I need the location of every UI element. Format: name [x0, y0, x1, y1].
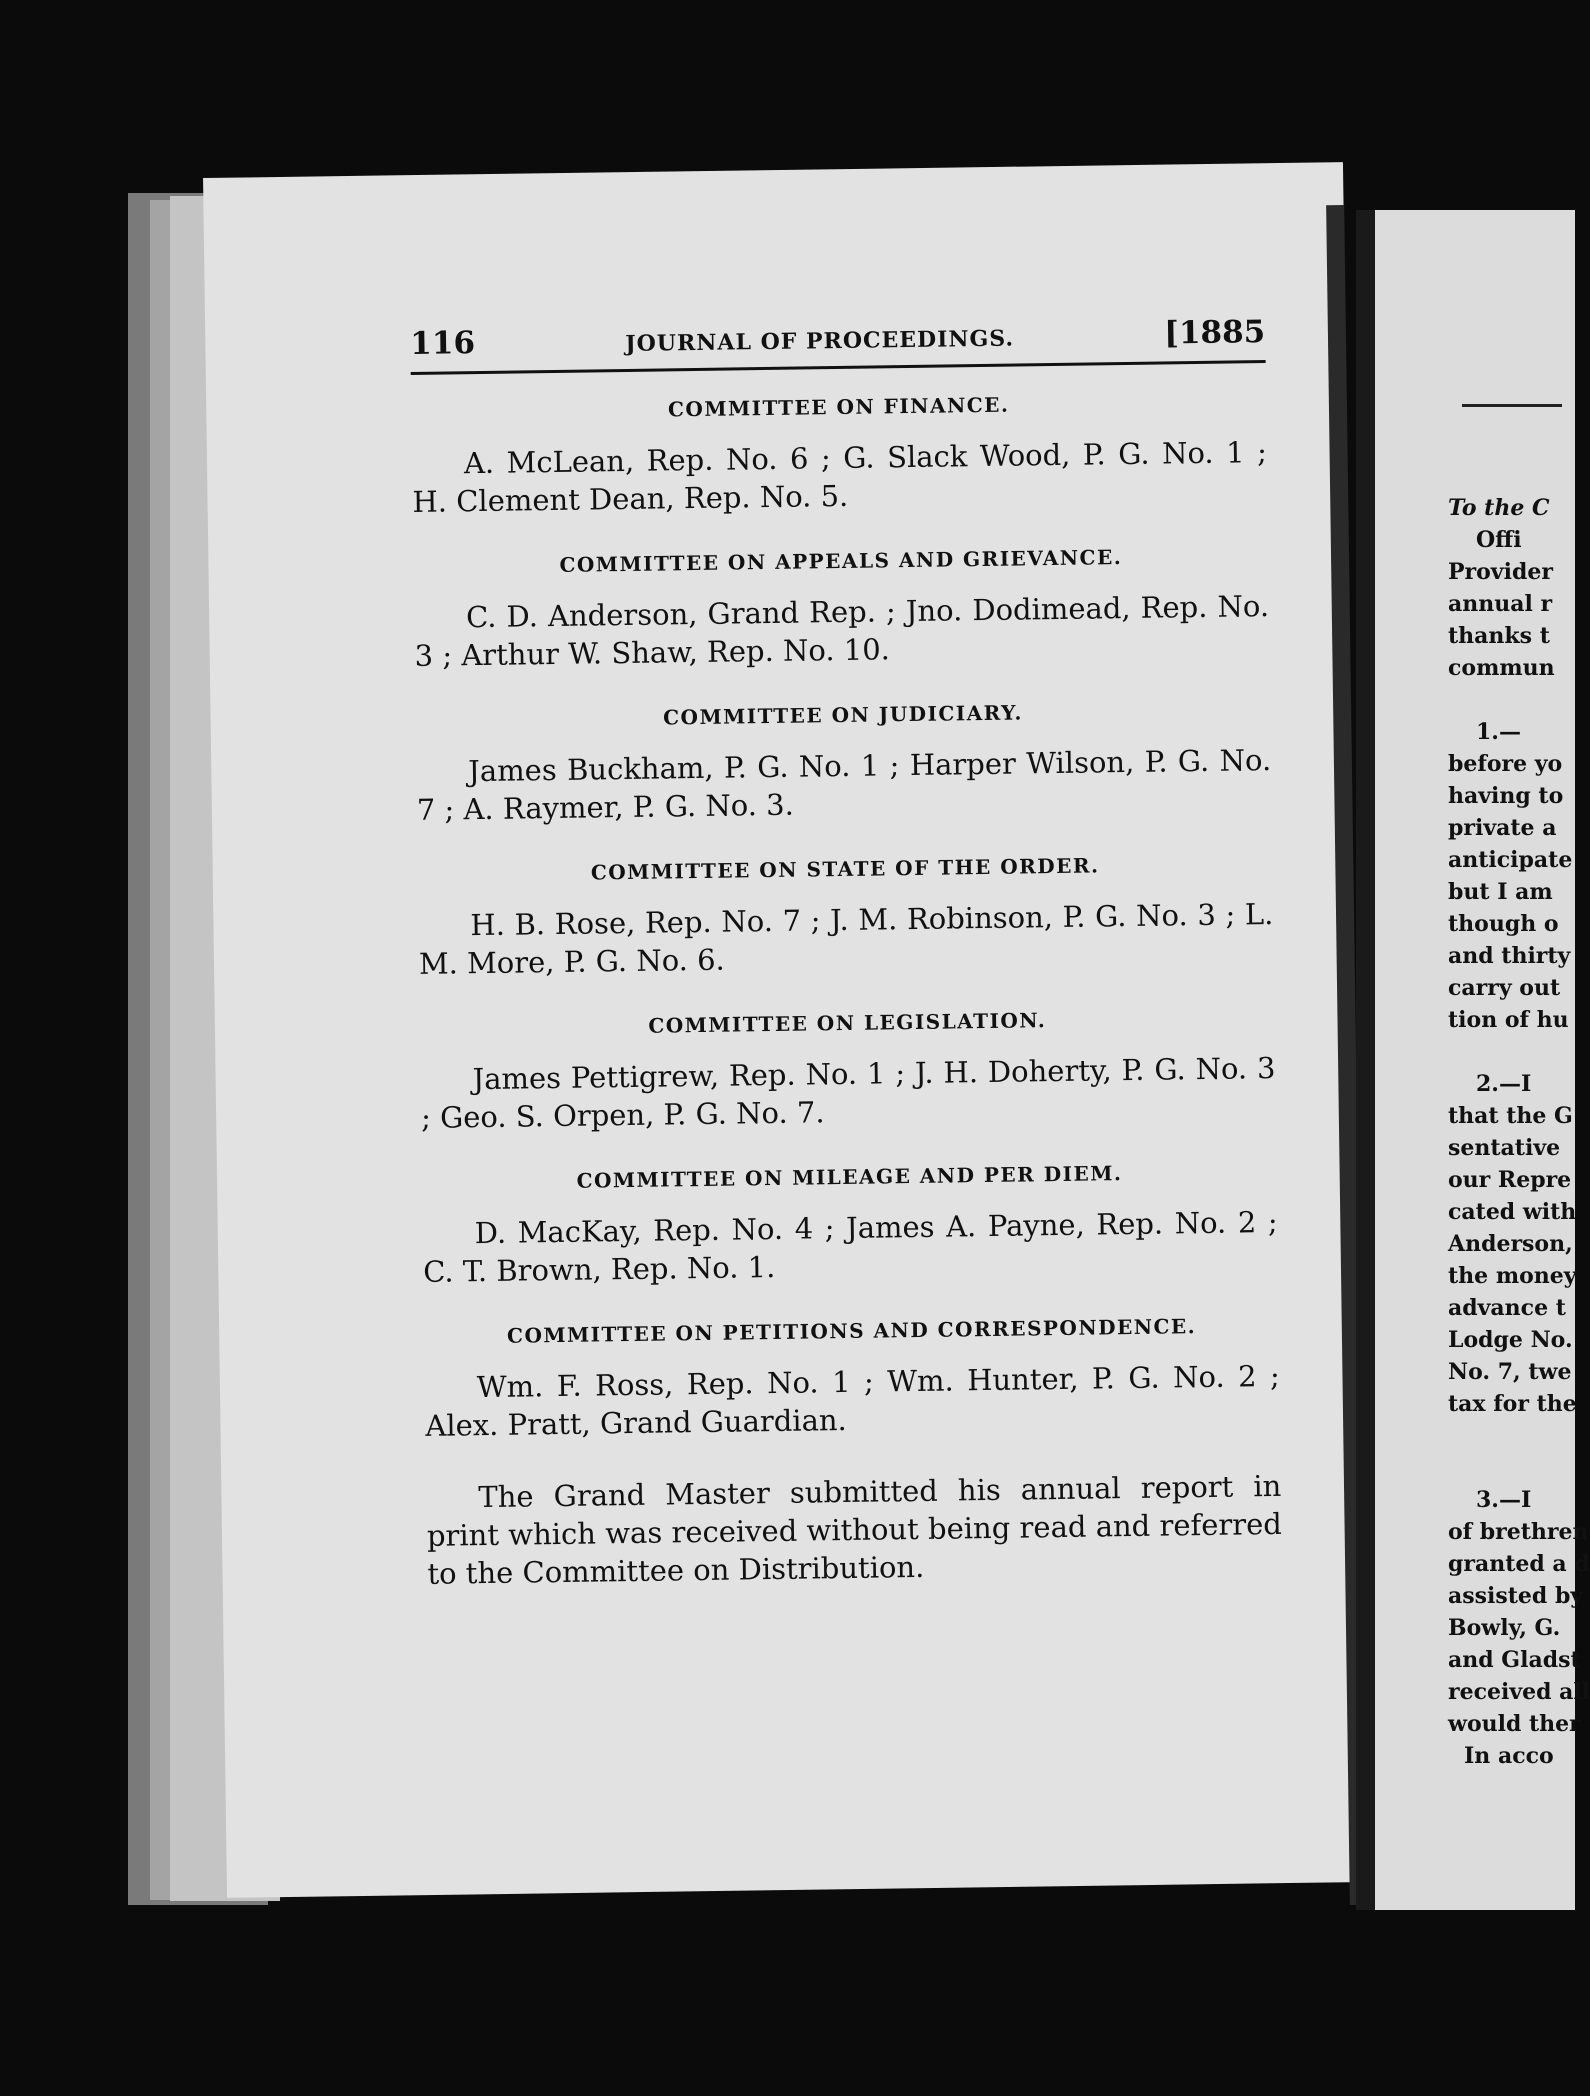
facing-line: annual r — [1448, 591, 1553, 617]
facing-line: Lodge No. — [1448, 1327, 1573, 1353]
committee-appeals — [413, 543, 1270, 675]
committee-heading: COMMITTEE ON APPEALS AND GRIEVANCE. — [559, 545, 1123, 577]
committee-state-of-order — [418, 851, 1275, 983]
committee-members: Wm. F. Ross, Rep. No. 1 ; Wm. Hunter, P. G. No. 2 ; Alex. Pratt, Grand Guardian. — [425, 1358, 1281, 1443]
committee-heading: COMMITTEE ON JUDICIARY. — [663, 700, 1024, 730]
facing-gap — [1448, 1452, 1558, 1484]
facing-line: No. 7, twe — [1448, 1359, 1572, 1385]
page-content — [410, 314, 1283, 1622]
facing-line: In acco — [1464, 1743, 1554, 1769]
facing-line: thanks t — [1448, 623, 1550, 649]
committee-mileage — [422, 1159, 1279, 1291]
running-year: [1885 — [1164, 314, 1266, 352]
facing-line: the money — [1448, 1263, 1577, 1289]
facing-heading: To the C — [1448, 495, 1550, 521]
facing-line: Offi — [1476, 527, 1522, 553]
facing-gap — [1448, 1420, 1558, 1452]
committee-members: D. MacKay, Rep. No. 4 ; James A. Payne, Rep. No. 2 ; C. T. Brown, Rep. No. 1. — [423, 1204, 1278, 1289]
committee-judiciary — [415, 697, 1272, 829]
facing-gap — [1448, 684, 1558, 716]
facing-line: Anderson, — [1448, 1231, 1573, 1257]
facing-line: Bowly, G. — [1448, 1615, 1561, 1641]
facing-line: having to — [1448, 783, 1564, 809]
facing-line: advance t — [1448, 1295, 1566, 1321]
facing-line: carry out — [1448, 975, 1561, 1001]
facing-line: would ther — [1448, 1711, 1581, 1737]
facing-line: though o — [1448, 911, 1559, 937]
facing-line: granted a d — [1448, 1551, 1590, 1577]
facing-line: 2.—I — [1476, 1071, 1532, 1097]
committee-legislation — [420, 1005, 1277, 1137]
facing-line: our Repre — [1448, 1167, 1572, 1193]
facing-line: 3.—I — [1476, 1487, 1532, 1513]
facing-line: before yo — [1448, 751, 1563, 777]
closing-paragraph: The Grand Master submitted his annual report in print which was received without being read and referred to the Committee on Distribution. — [426, 1468, 1283, 1591]
committee-members: A. McLean, Rep. No. 6 ; G. Slack Wood, P. G. No. 1 ; H. Clement Dean, Rep. No. 5. — [412, 435, 1268, 519]
committee-heading: COMMITTEE ON FINANCE. — [667, 392, 1010, 422]
facing-line: 1.— — [1476, 719, 1521, 745]
facing-line: that the G — [1448, 1103, 1573, 1129]
committee-heading: COMMITTEE ON MILEAGE AND PER DIEM. — [576, 1161, 1123, 1193]
facing-line: but I am — [1448, 879, 1553, 905]
facing-line: sentative — [1448, 1135, 1561, 1161]
facing-line: tax for the — [1448, 1391, 1577, 1417]
facing-line: anticipate — [1448, 847, 1573, 873]
facing-line: tion of hu — [1448, 1007, 1569, 1033]
facing-gap — [1448, 1036, 1558, 1068]
running-title: JOURNAL OF PROCEEDINGS. — [625, 325, 1015, 357]
committee-heading: COMMITTEE ON STATE OF THE ORDER. — [590, 853, 1100, 885]
facing-line: Provider — [1448, 559, 1553, 585]
committee-members: James Pettigrew, Rep. No. 1 ; J. H. Doherty, P. G. No. 3 ; Geo. S. Orpen, P. G. No. 7. — [420, 1050, 1276, 1135]
committee-finance — [411, 389, 1268, 521]
page-number: 116 — [410, 325, 476, 362]
facing-line: commun — [1448, 655, 1555, 681]
committee-members: James Buckham, P. G. No. 1 ; Harper Wilson, P. G. No. 7 ; A. Raymer, P. G. No. 3. — [416, 742, 1272, 827]
committee-heading: COMMITTEE ON LEGISLATION. — [648, 1008, 1047, 1038]
facing-line: and thirty — [1448, 943, 1571, 969]
committee-members: H. B. Rose, Rep. No. 7 ; J. M. Robinson, P. G. No. 3 ; L. M. More, P. G. No. 6. — [418, 896, 1274, 981]
facing-line: of brethren — [1448, 1519, 1589, 1545]
facing-line: received all — [1448, 1679, 1590, 1705]
facing-line: private a — [1448, 815, 1557, 841]
facing-line: assisted by — [1448, 1583, 1584, 1609]
facing-page-text — [1448, 492, 1590, 1772]
committee-heading: COMMITTEE ON PETITIONS AND CORRESPONDENCE. — [506, 1314, 1197, 1348]
committee-petitions — [424, 1313, 1281, 1445]
facing-line: and Gladst — [1448, 1647, 1581, 1673]
facing-page-rule — [1462, 404, 1562, 407]
committee-members: C. D. Anderson, Grand Rep. ; Jno. Dodimead, Rep. No. 3 ; Arthur W. Shaw, Rep. No. 10. — [414, 589, 1270, 673]
facing-line: cated with — [1448, 1199, 1577, 1225]
